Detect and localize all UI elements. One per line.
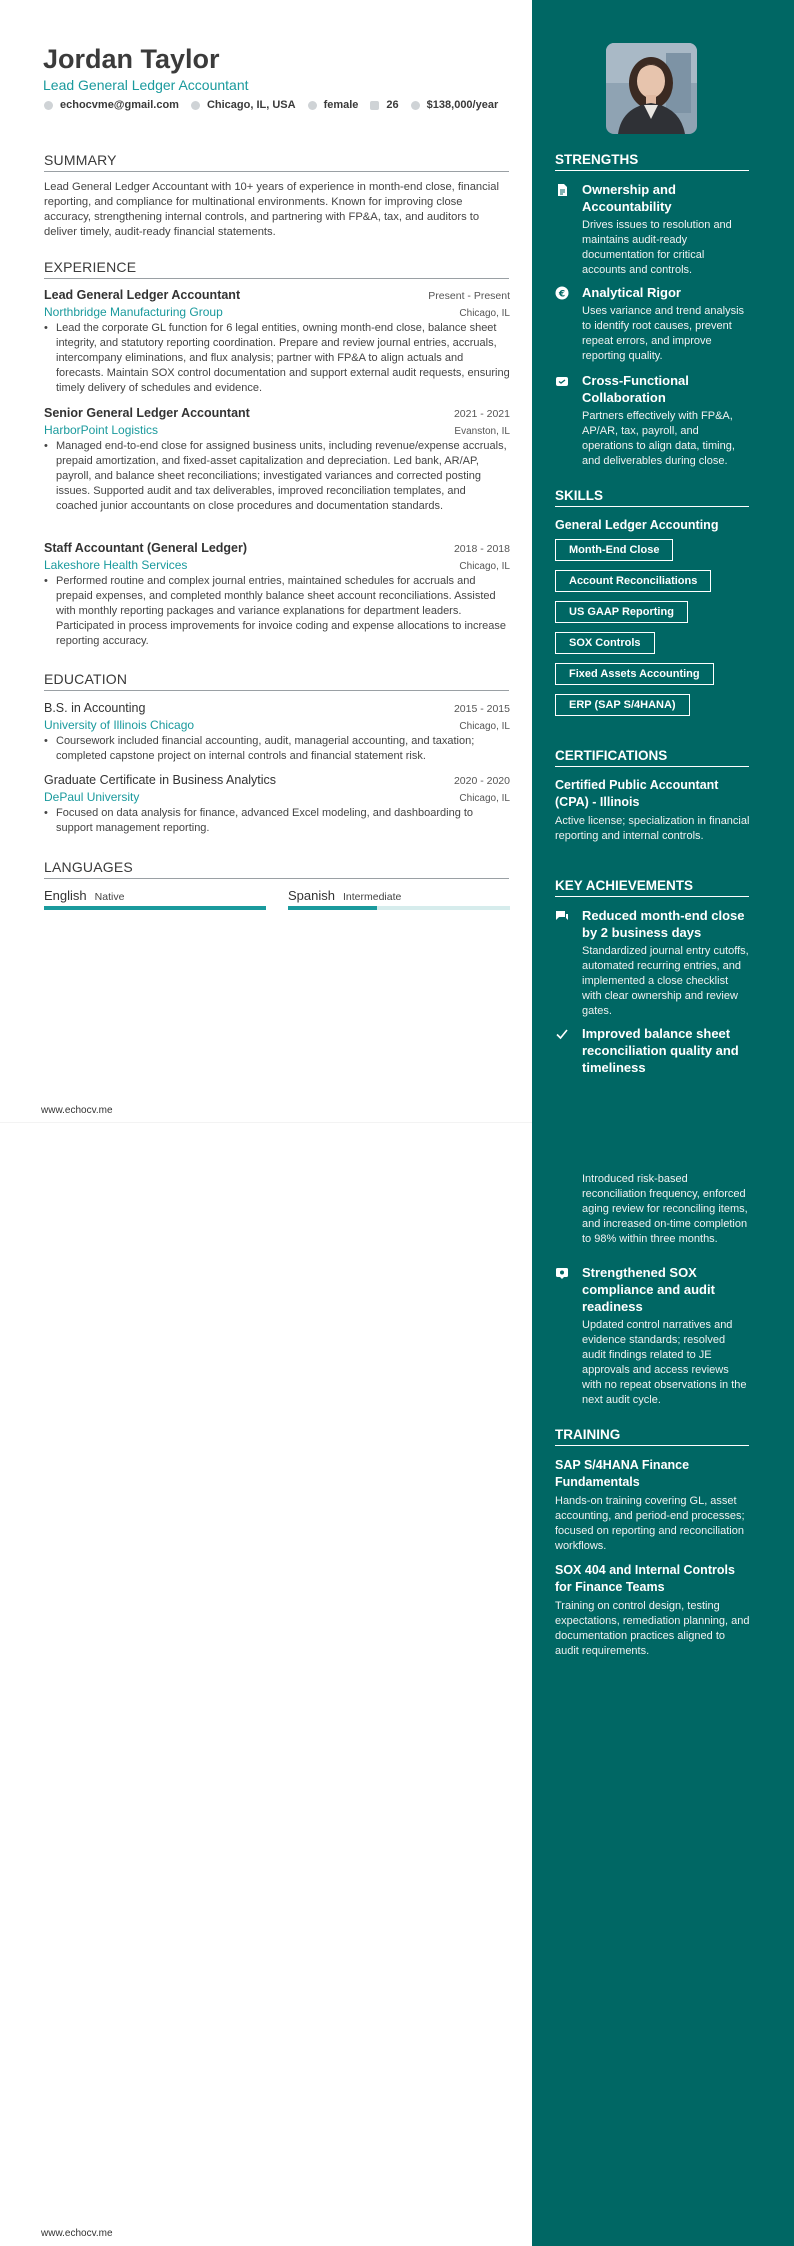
job-title: Senior General Ledger Accountant bbox=[44, 406, 250, 420]
certification-text: Active license; specialization in financial reporting and internal controls. bbox=[555, 815, 750, 842]
job-bullet-text: Managed end-to-end close for assigned business units, including revenue/expense accruals, prepaid amortization, and fixed-asset capitalization and depreciation. Led bank, AR/AP, payroll, and balance sheet reconciliations; investigated variances and corrected posting issues. Supported audit and tax deliverables, improved reconciliation templates, and coached junior accountants on close procedures and documentation standards. bbox=[56, 440, 507, 512]
education-bullet bbox=[44, 734, 510, 764]
calendar-icon bbox=[370, 101, 379, 110]
achievement-item bbox=[555, 1264, 750, 1408]
job-entry bbox=[44, 288, 510, 396]
job-bullet-text: Lead the corporate GL function for 6 legal entities, owning month-end close, balance sheet integrity, and statutory reporting coordination. Prepare and review journal entries, accruals, intercompany eliminations, and flux analysis; partner with FP&A to align actuals and forecasts. Maintain SOX control documentation and support external audit requests, ensuring timely delivery of schedules and evidence. bbox=[56, 322, 510, 394]
education-bullet-text: Coursework included financial accounting, audit, managerial accounting, and taxation; completed capstone project on internal controls and financial statement risk. bbox=[56, 735, 475, 762]
skills-block bbox=[555, 518, 755, 725]
training-text: Training on control design, testing expectations, remediation planning, and documentation practices aligned to audit requirements. bbox=[555, 1600, 750, 1657]
location-pin-icon bbox=[191, 101, 200, 110]
strength-item bbox=[555, 284, 750, 364]
job-entry bbox=[44, 406, 510, 514]
job-title: Staff Accountant (General Ledger) bbox=[44, 541, 248, 555]
language-item bbox=[288, 888, 510, 910]
training-title: SAP S/4HANA Finance Fundamentals bbox=[555, 1458, 690, 1489]
certification-item bbox=[555, 777, 750, 844]
languages-list bbox=[44, 888, 510, 910]
language-item bbox=[44, 888, 266, 910]
job-dates: 2021 - 2021 bbox=[453, 408, 510, 420]
skill-tag-wrap bbox=[555, 663, 755, 694]
experience-heading: EXPERIENCE bbox=[44, 259, 509, 279]
person-icon bbox=[308, 101, 317, 110]
summary-heading: SUMMARY bbox=[44, 152, 509, 172]
chat-icon bbox=[555, 909, 569, 923]
candidate-name: Jordan Taylor bbox=[43, 44, 220, 74]
strength-text: Uses variance and trend analysis to identify root causes, prevent repeat errors, and improve reporting quality. bbox=[582, 305, 745, 362]
bullet-dot: • bbox=[44, 322, 48, 334]
job-location: Evanston, IL bbox=[454, 426, 510, 437]
skill-tag: Fixed Assets Accounting bbox=[555, 663, 714, 685]
job-entry bbox=[44, 541, 510, 649]
skill-category: General Ledger Accounting bbox=[555, 518, 719, 532]
strength-item bbox=[555, 372, 750, 469]
portrait-image bbox=[606, 43, 697, 134]
achievement-text: Standardized journal entry cutoffs, automated recurring entries, and implemented a close checklist with clear ownership and review gates. bbox=[582, 945, 749, 1017]
achievement-item bbox=[555, 1025, 750, 1247]
school-location: Chicago, IL bbox=[459, 721, 510, 732]
skill-tag: ERP (SAP S/4HANA) bbox=[555, 694, 690, 716]
contact-email[interactable] bbox=[44, 99, 179, 111]
job-bullet bbox=[44, 574, 510, 649]
education-entry bbox=[44, 773, 510, 836]
education-entry bbox=[44, 701, 510, 764]
language-name: Spanish bbox=[288, 888, 335, 903]
training-text: Hands-on training covering GL, asset accounting, and period-end processes; focused on reporting and reconciliation workflows. bbox=[555, 1495, 745, 1552]
skill-tag-wrap bbox=[555, 539, 755, 570]
achievement-item bbox=[555, 907, 750, 1019]
skill-tag: Month-End Close bbox=[555, 539, 673, 561]
achievement-title: Improved balance sheet reconciliation quality and timeliness bbox=[582, 1026, 739, 1075]
language-level: Native bbox=[94, 891, 125, 903]
candidate-title: Lead General Ledger Accountant bbox=[43, 77, 249, 93]
language-level: Intermediate bbox=[342, 891, 402, 903]
contact-gender bbox=[308, 99, 359, 111]
bullet-dot: • bbox=[44, 735, 48, 747]
job-title: Lead General Ledger Accountant bbox=[44, 288, 241, 302]
svg-text:€: € bbox=[558, 289, 566, 300]
school-location: Chicago, IL bbox=[459, 793, 510, 804]
euro-icon bbox=[555, 286, 569, 300]
education-bullet-text: Focused on data analysis for finance, advanced Excel modeling, and dashboarding to support management reporting. bbox=[56, 807, 474, 834]
salary-text: $138,000/year bbox=[426, 99, 499, 111]
achievement-title: Reduced month-end close by 2 business days bbox=[582, 908, 745, 940]
certificate-icon bbox=[555, 1266, 569, 1280]
skill-tag-wrap bbox=[555, 632, 755, 663]
skill-tag-wrap bbox=[555, 570, 755, 601]
strength-text: Partners effectively with FP&A, AP/AR, tax, payroll, and operations to align data, timing, and deliverables during close. bbox=[582, 410, 735, 467]
strength-title: Cross-Functional Collaboration bbox=[582, 373, 689, 405]
certifications-heading: CERTIFICATIONS bbox=[555, 748, 749, 767]
company-name: Northbridge Manufacturing Group bbox=[44, 305, 223, 319]
skill-tag-wrap bbox=[555, 694, 755, 725]
age-text: 26 bbox=[386, 99, 399, 111]
footer-website[interactable]: www.echocv.me bbox=[41, 2228, 113, 2239]
profile-photo bbox=[606, 43, 697, 134]
bullet-dot: • bbox=[44, 575, 48, 587]
job-location: Chicago, IL bbox=[459, 308, 510, 319]
job-dates: 2018 - 2018 bbox=[453, 543, 510, 555]
job-dates: Present - Present bbox=[428, 290, 510, 302]
job-bullet bbox=[44, 439, 510, 514]
job-location: Chicago, IL bbox=[459, 561, 510, 572]
money-icon bbox=[411, 101, 420, 110]
school-name: DePaul University bbox=[44, 790, 140, 804]
email-icon bbox=[44, 101, 53, 110]
job-bullet-text: Performed routine and complex journal entries, maintained schedules for accruals and prepaid expenses, and completed monthly balance sheet account reconciliations. Assisted with monthly reporting packages and variance explanations for department leaders. Participated in process improvements for invoice coding and expense allocations to increase reporting accuracy. bbox=[56, 575, 507, 647]
document-icon bbox=[555, 183, 569, 197]
achievement-text: Updated control narratives and evidence standards; resolved audit findings related to JE approvals and access reviews with no repeat observations in the next audit cycle. bbox=[582, 1319, 747, 1406]
skills-heading: SKILLS bbox=[555, 488, 749, 507]
school-name: University of Illinois Chicago bbox=[44, 718, 195, 732]
strength-title: Analytical Rigor bbox=[582, 285, 681, 300]
page-break bbox=[0, 1122, 532, 1123]
language-name: English bbox=[44, 888, 87, 903]
skill-tag-wrap bbox=[555, 601, 755, 632]
achievement-text: Introduced risk-based reconciliation frequency, enforced aging review for reconciling items, and increased on-time completion to 98% within three months. bbox=[582, 1173, 748, 1245]
email-text: echocvme@gmail.com bbox=[60, 99, 179, 111]
training-heading: TRAINING bbox=[555, 1427, 749, 1446]
education-bullet bbox=[44, 806, 510, 836]
handshake-icon bbox=[555, 374, 569, 388]
education-heading: EDUCATION bbox=[44, 671, 509, 691]
education-dates: 2020 - 2020 bbox=[453, 775, 510, 787]
job-bullet bbox=[44, 321, 510, 396]
location-text: Chicago, IL, USA bbox=[206, 99, 296, 111]
language-bar bbox=[288, 906, 510, 910]
company-name: HarborPoint Logistics bbox=[44, 423, 159, 437]
training-item bbox=[555, 1457, 750, 1554]
language-bar-fill bbox=[44, 906, 266, 910]
skill-tag: SOX Controls bbox=[555, 632, 655, 654]
training-title: SOX 404 and Internal Controls for Finance Teams bbox=[555, 1563, 735, 1594]
strength-title: Ownership and Accountability bbox=[582, 182, 676, 214]
summary-text: Lead General Ledger Accountant with 10+ years of experience in month-end close, financial reporting, and compliance for multinational environments. Known for improving close accuracy, strengthening internal controls, and partnering with FP&A, tax, and auditors to deliver timely, audit-ready financial statements. bbox=[44, 181, 499, 238]
bullet-dot: • bbox=[44, 440, 48, 452]
contact-salary bbox=[411, 99, 499, 111]
language-bar bbox=[44, 906, 266, 910]
training-item bbox=[555, 1562, 750, 1659]
contact-age bbox=[370, 99, 398, 111]
language-bar-fill bbox=[288, 906, 377, 910]
certification-title: Certified Public Accountant (CPA) - Illinois bbox=[555, 778, 719, 809]
achievement-title: Strengthened SOX compliance and audit readiness bbox=[582, 1265, 715, 1314]
strength-item bbox=[555, 181, 750, 278]
check-icon bbox=[555, 1027, 569, 1041]
degree-title: Graduate Certificate in Business Analytics bbox=[44, 773, 277, 787]
strength-text: Drives issues to resolution and maintains audit-ready documentation for critical accounts and controls. bbox=[582, 219, 732, 276]
company-name: Lakeshore Health Services bbox=[44, 558, 188, 572]
education-dates: 2015 - 2015 bbox=[453, 703, 510, 715]
degree-title: B.S. in Accounting bbox=[44, 701, 146, 715]
achievements-heading: KEY ACHIEVEMENTS bbox=[555, 878, 749, 897]
skill-tag: US GAAP Reporting bbox=[555, 601, 688, 623]
contact-bar bbox=[44, 99, 510, 111]
gender-text: female bbox=[323, 99, 359, 111]
skill-tag: Account Reconciliations bbox=[555, 570, 711, 592]
strengths-heading: STRENGTHS bbox=[555, 152, 749, 171]
bullet-dot: • bbox=[44, 807, 48, 819]
languages-heading: LANGUAGES bbox=[44, 859, 509, 879]
footer-website[interactable]: www.echocv.me bbox=[41, 1105, 113, 1116]
contact-location bbox=[191, 99, 296, 111]
